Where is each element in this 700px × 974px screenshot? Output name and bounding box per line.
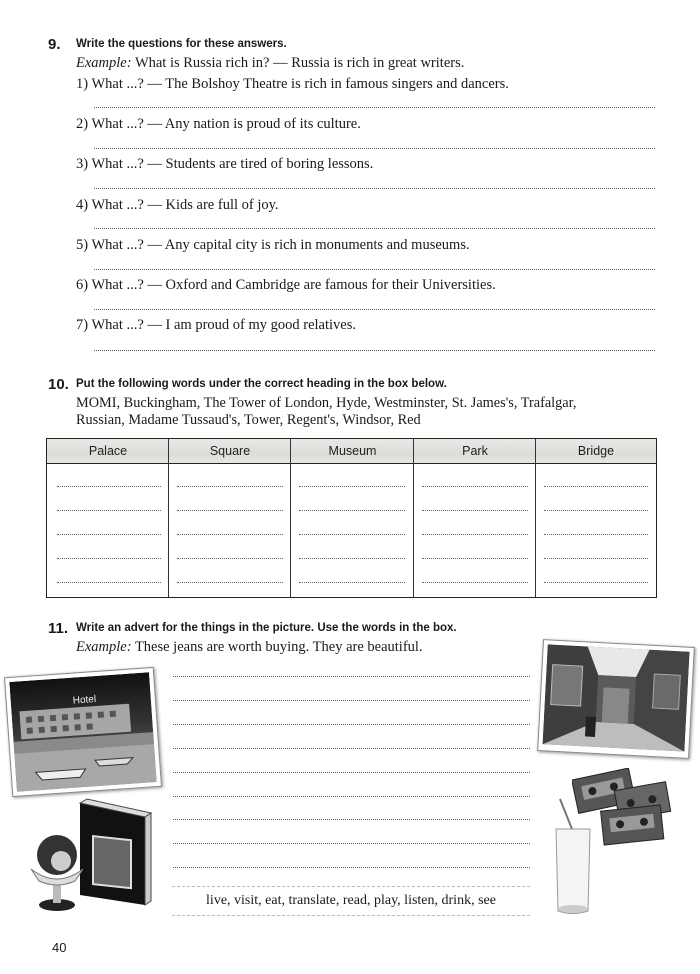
icecream-and-book-picture	[25, 795, 155, 920]
table-cell-blank[interactable]	[299, 534, 405, 535]
table-cell-blank[interactable]	[299, 558, 405, 559]
advert-answer-line[interactable]	[173, 748, 530, 749]
museum-photo	[537, 639, 695, 759]
question-7: 7) What ...? — I am proud of my good relatives.	[76, 317, 356, 333]
advert-answer-line[interactable]	[173, 796, 530, 797]
example-label: Example:	[76, 639, 132, 655]
table-cell-blank[interactable]	[544, 486, 648, 487]
header-museum: Museum	[328, 444, 377, 458]
page-number: 40	[52, 940, 67, 955]
answer-line-5[interactable]	[94, 269, 655, 270]
table-cell-blank[interactable]	[422, 582, 528, 583]
table-cell-blank[interactable]	[177, 558, 283, 559]
table-cell-blank[interactable]	[544, 582, 648, 583]
question-3: 3) What ...? — Students are tired of boring lessons.	[76, 156, 374, 172]
table-cell-blank[interactable]	[57, 510, 161, 511]
answer-line-2[interactable]	[94, 148, 655, 149]
answer-line-1[interactable]	[94, 107, 655, 108]
table-cell-blank[interactable]	[57, 486, 161, 487]
exercise-10-instruction: Put the following words under the correct heading in the box below.	[76, 378, 447, 390]
column-divider	[290, 439, 291, 597]
question-1: 1) What ...? — The Bolshoy Theatre is rich in famous singers and dancers.	[76, 76, 509, 92]
advert-answer-line[interactable]	[173, 819, 530, 820]
header-bridge: Bridge	[577, 444, 615, 458]
hotel-sign-text: Hotel	[72, 694, 97, 707]
header-square: Square	[209, 444, 251, 458]
exercise-9-example	[76, 55, 464, 72]
advert-answer-line[interactable]	[173, 700, 530, 701]
drink-glass-picture	[550, 795, 600, 917]
table-cell-blank[interactable]	[422, 534, 528, 535]
hotel-photo	[4, 667, 162, 797]
example-text: What is Russia rich in? — Russia is rich in great writers.	[134, 55, 465, 71]
answer-line-3[interactable]	[94, 188, 655, 189]
table-cell-blank[interactable]	[177, 582, 283, 583]
table-cell-blank[interactable]	[422, 510, 528, 511]
answer-line-7[interactable]	[94, 350, 655, 351]
header-park: Park	[462, 444, 488, 458]
table-cell-blank[interactable]	[544, 534, 648, 535]
exercise-9-number: 9.	[48, 36, 61, 53]
column-divider	[168, 439, 169, 597]
table-cell-blank[interactable]	[422, 558, 528, 559]
header-palace: Palace	[88, 444, 128, 458]
advert-answer-line[interactable]	[173, 843, 530, 844]
advert-answer-line[interactable]	[173, 772, 530, 773]
advert-answer-line[interactable]	[173, 676, 530, 677]
glass-with-straw-icon	[550, 795, 600, 917]
table-cell-blank[interactable]	[57, 534, 161, 535]
column-divider	[413, 439, 414, 597]
word-box: live, visit, eat, translate, read, play, listen, drink, see	[172, 886, 530, 916]
question-6: 6) What ...? — Oxford and Cambridge are famous for their Universities.	[76, 277, 496, 293]
example-label: Example:	[76, 55, 132, 71]
exercise-10-number: 10.	[48, 376, 69, 393]
ice-cream-icon	[25, 825, 95, 915]
advert-answer-line[interactable]	[173, 724, 530, 725]
museum-hall-image	[543, 644, 690, 751]
table-cell-blank[interactable]	[177, 510, 283, 511]
table-cell-blank[interactable]	[299, 510, 405, 511]
column-divider	[535, 439, 536, 597]
question-5: 5) What ...? — Any capital city is rich in monuments and museums.	[76, 237, 470, 253]
question-2: 2) What ...? — Any nation is proud of its culture.	[76, 116, 361, 132]
table-cell-blank[interactable]	[544, 558, 648, 559]
table-cell-blank[interactable]	[544, 510, 648, 511]
table-cell-blank[interactable]	[299, 582, 405, 583]
question-4: 4) What ...? — Kids are full of joy.	[76, 197, 279, 213]
word-list-line-2: Russian, Madame Tussaud's, Tower, Regent's, Windsor, Red	[76, 412, 421, 428]
answer-line-6[interactable]	[94, 309, 655, 310]
table-cell-blank[interactable]	[57, 582, 161, 583]
exercise-11-instruction: Write an advert for the things in the picture. Use the words in the box.	[76, 622, 457, 634]
advert-answer-line[interactable]	[173, 867, 530, 868]
landmarks-table	[46, 438, 657, 598]
hotel-harbor-image	[9, 672, 156, 791]
example-text: These jeans are worth buying. They are beautiful.	[134, 639, 423, 655]
answer-line-4[interactable]	[94, 228, 655, 229]
table-cell-blank[interactable]	[422, 486, 528, 487]
table-cell-blank[interactable]	[57, 558, 161, 559]
table-cell-blank[interactable]	[177, 486, 283, 487]
exercise-11-number: 11.	[48, 620, 69, 637]
table-cell-blank[interactable]	[177, 534, 283, 535]
exercise-11-example	[76, 639, 423, 656]
exercise-9-instruction: Write the questions for these answers.	[76, 38, 287, 50]
word-list-line-1: MOMI, Buckingham, The Tower of London, Hyde, Westminster, St. James's, Trafalgar,	[76, 395, 577, 411]
table-cell-blank[interactable]	[299, 486, 405, 487]
